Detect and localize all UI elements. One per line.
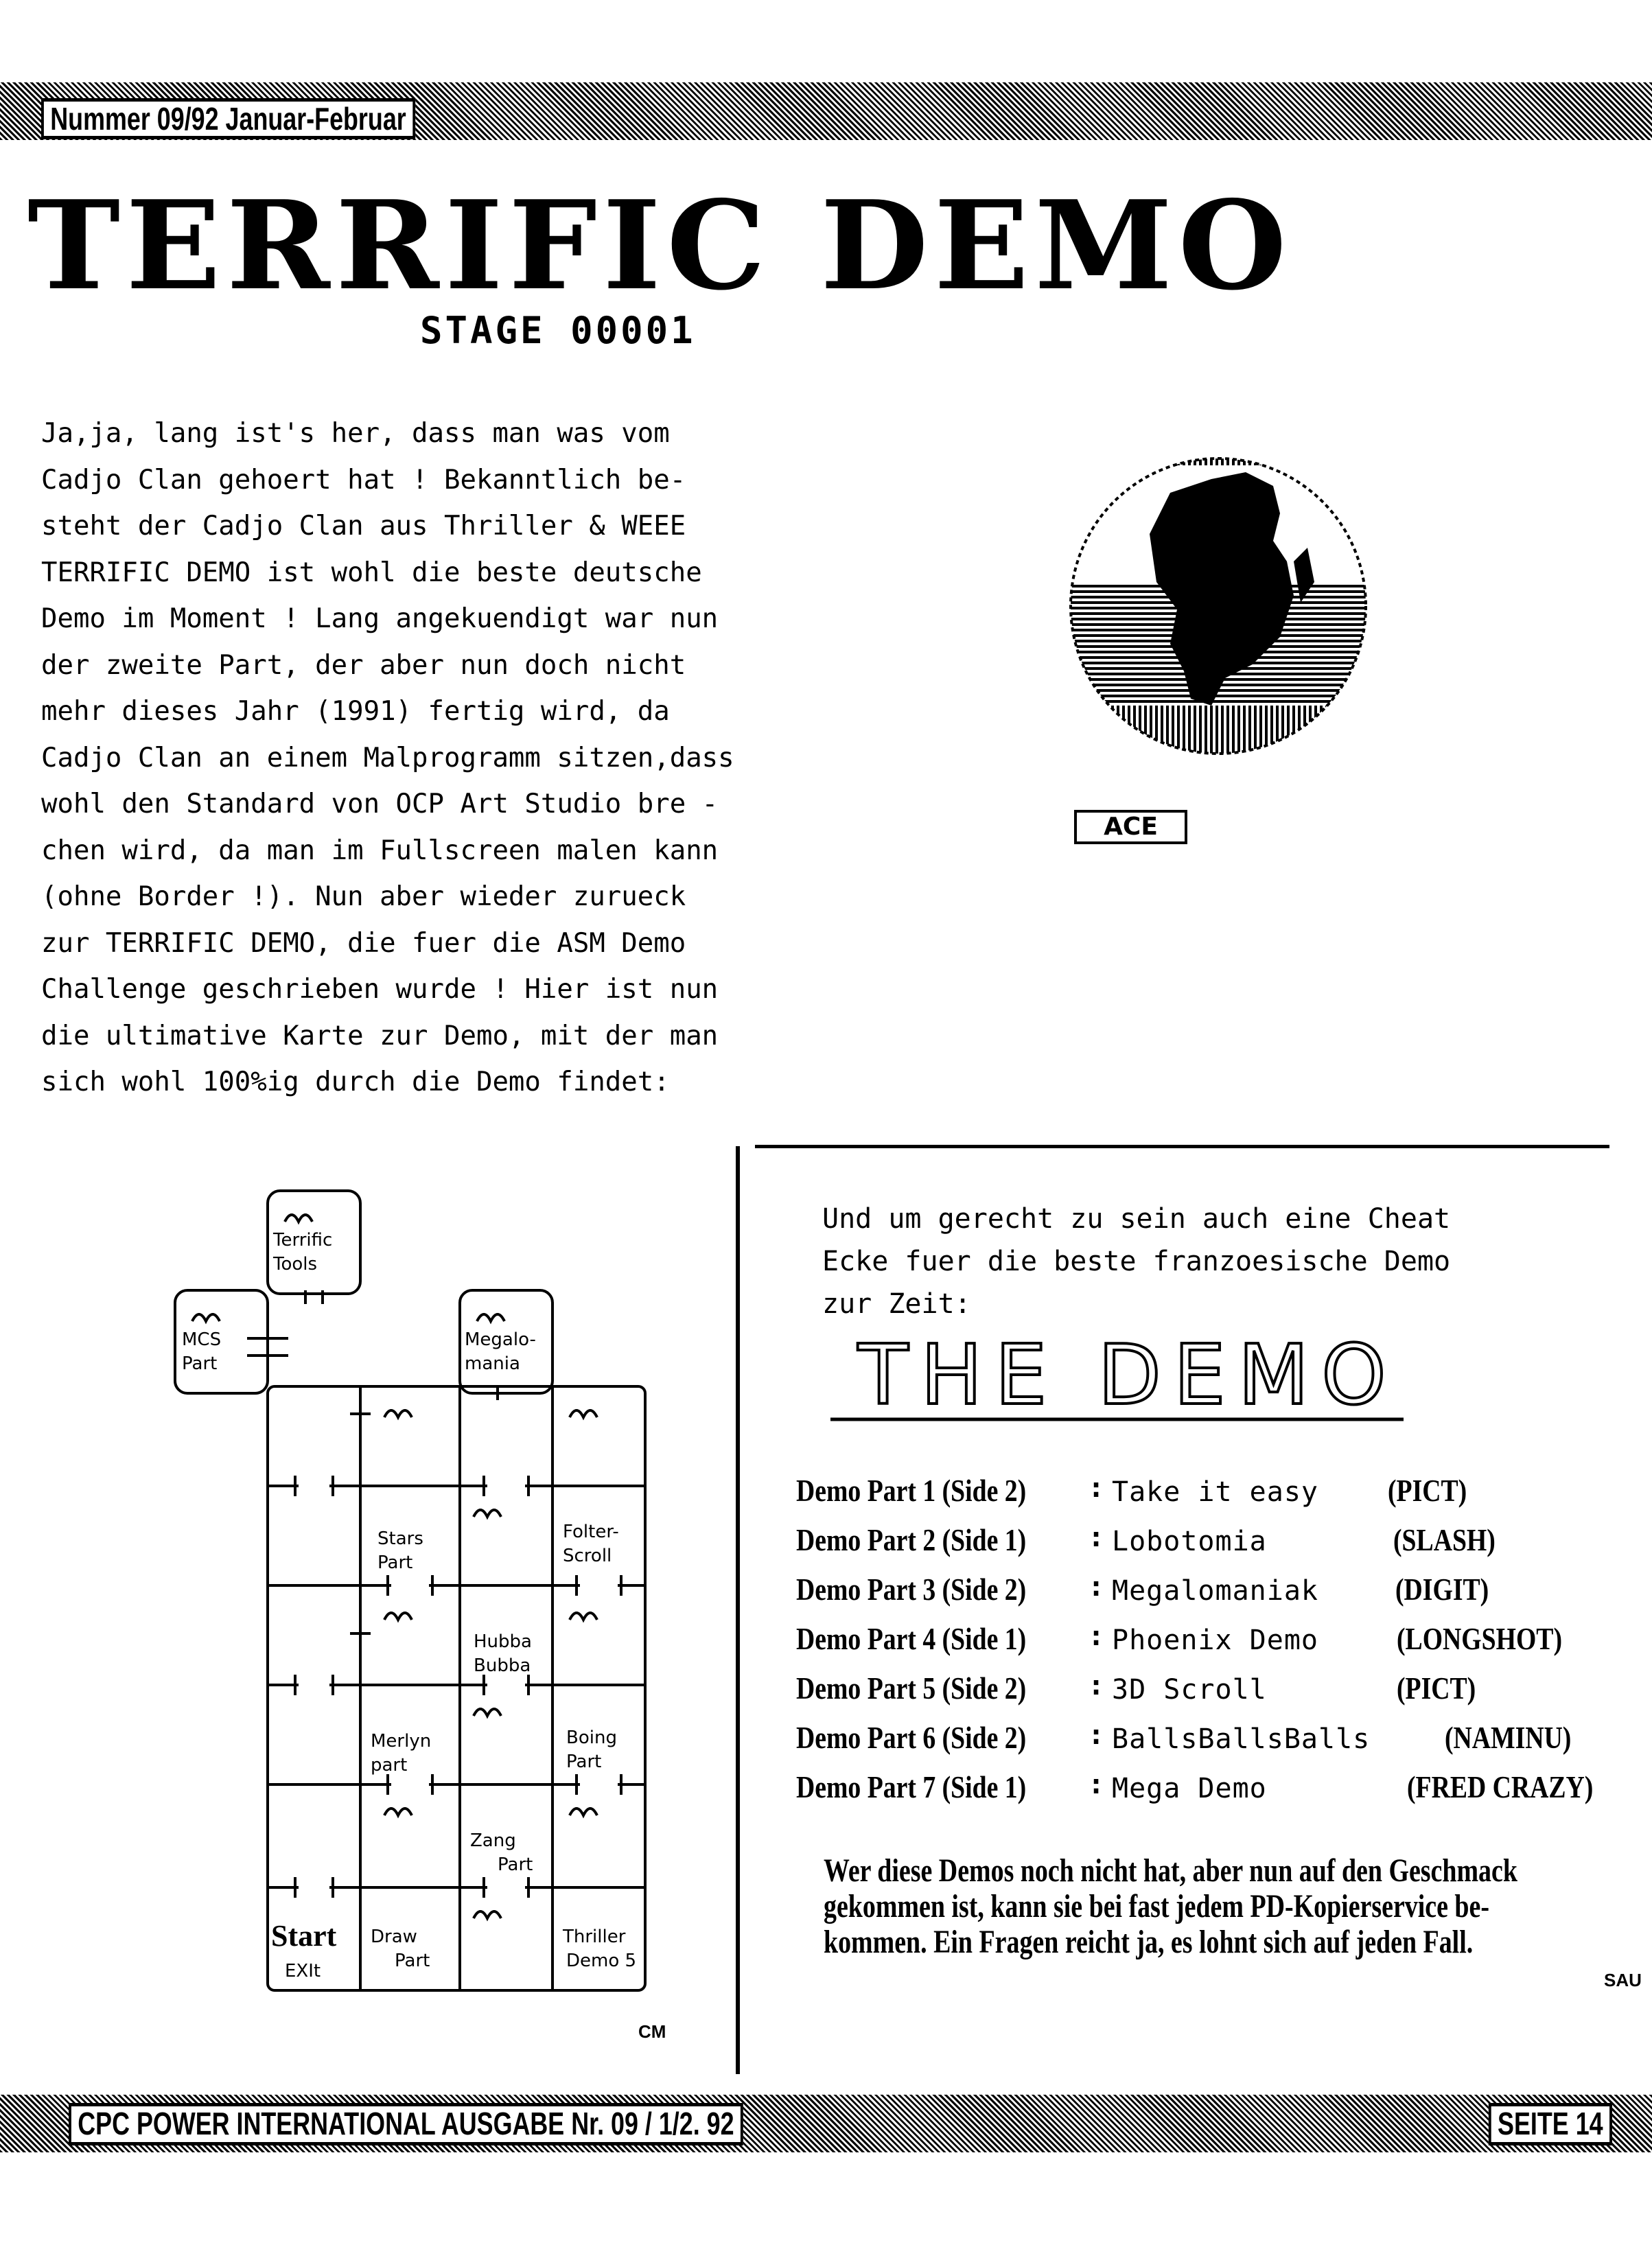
map-label-terrific-tools-2: Tools [273, 1254, 318, 1275]
intro-line: Cadjo Clan an einem Malprogramm sitzen,dass [41, 742, 734, 773]
demo-part-name: Phoenix Demo [1112, 1625, 1318, 1656]
demo-part-name: Mega Demo [1112, 1773, 1267, 1804]
map-label-stars-2: Part [377, 1552, 413, 1573]
demo-map [158, 1180, 679, 2038]
demo-parts-list [796, 1472, 1620, 1818]
demo-part-name: Megalomaniak [1112, 1575, 1318, 1607]
portrait-badge: ACE [1074, 810, 1187, 844]
runner-icon [384, 1613, 412, 1620]
demo-part-name: Take it easy [1112, 1476, 1318, 1508]
demo-part-author: (DIGIT) [1395, 1572, 1489, 1607]
demo-part-separator: : [1088, 1620, 1105, 1652]
map-label-start: Start [271, 1919, 337, 1953]
demo-part-separator: : [1088, 1571, 1105, 1603]
cheat-outro-line: kommen. Ein Fragen reicht ja, es lohnt sich auf jeden Fall. [824, 1924, 1474, 1960]
article-title: TERRIFIC DEMO [27, 174, 1292, 317]
map-label-draw-2: Part [395, 1951, 430, 1971]
runner-icon [570, 1808, 597, 1815]
demo-part-author: (NAMINU) [1445, 1720, 1572, 1755]
demo-part-label: Demo Part 4 (Side 1) [796, 1621, 1027, 1656]
demo-part-author: (SLASH) [1393, 1522, 1496, 1557]
section-rule [755, 1145, 1609, 1148]
demo-part-separator: : [1088, 1769, 1105, 1800]
demo-part-label: Demo Part 1 (Side 2) [796, 1473, 1027, 1508]
demo-part-label: Demo Part 5 (Side 2) [796, 1671, 1027, 1706]
map-label-terrific-tools-1: Terrific [273, 1230, 333, 1251]
demo-part-row [796, 1472, 1620, 1522]
the-demo-heading-text: THE DEMO [858, 1331, 1399, 1423]
intro-line: Challenge geschrieben wurde ! Hier ist nun [41, 974, 719, 1005]
map-label-zang-2: Part [498, 1854, 533, 1875]
map-label-boing-1: Boing [566, 1728, 617, 1748]
demo-part-author: (FRED CRAZY) [1407, 1769, 1594, 1804]
map-grid [268, 1386, 645, 1990]
page-number-label: SEITE 14 [1489, 2103, 1612, 2145]
cheat-outro-line: Wer diese Demos noch nicht hat, aber nun auf den Geschmack [824, 1852, 1517, 1889]
cheat-outro [824, 1853, 1652, 1960]
map-label-megalomania-1: Megalo- [465, 1329, 536, 1350]
intro-line: Demo im Moment ! Lang angekuendigt war nun [41, 603, 719, 634]
intro-text [41, 410, 961, 1106]
column-divider [736, 1146, 740, 2074]
demo-part-author: (PICT) [1388, 1473, 1467, 1508]
intro-line: mehr dieses Jahr (1991) fertig wird, da [41, 696, 670, 727]
article-subtitle: STAGE 00001 [420, 309, 696, 352]
map-label-thriller-2: Demo 5 [566, 1951, 637, 1971]
intro-line: sich wohl 100%ig durch die Demo findet: [41, 1067, 670, 1097]
demo-part-row [796, 1620, 1620, 1670]
map-label-stars-1: Stars [377, 1528, 423, 1549]
demo-part-row [796, 1719, 1620, 1769]
intro-line: wohl den Standard von OCP Art Studio bre - [41, 789, 719, 819]
intro-line: TERRIFIC DEMO ist wohl die beste deutsche [41, 557, 702, 588]
map-label-mcs-1: MCS [182, 1329, 222, 1350]
demo-part-author: (PICT) [1397, 1671, 1476, 1706]
map-label-thriller-1: Thriller [563, 1927, 626, 1947]
runner-icon [474, 1510, 501, 1517]
intro-line: zur TERRIFIC DEMO, die fuer die ASM Demo [41, 927, 686, 959]
demo-part-row [796, 1670, 1620, 1719]
demo-part-label: Demo Part 7 (Side 1) [796, 1769, 1027, 1804]
runner-icon [192, 1314, 220, 1321]
demo-part-label: Demo Part 6 (Side 2) [796, 1720, 1027, 1755]
runner-icon [474, 1709, 501, 1716]
demo-part-name: BallsBallsBalls [1112, 1723, 1371, 1755]
cheat-intro-line: zur Zeit: [822, 1288, 971, 1320]
demo-part-label: Demo Part 3 (Side 2) [796, 1572, 1027, 1607]
runner-icon [477, 1314, 504, 1321]
demo-part-row [796, 1522, 1620, 1571]
map-label-merlyn-2: part [371, 1755, 408, 1776]
intro-line: die ultimative Karte zur Demo, mit der man [41, 1020, 719, 1051]
runner-icon [285, 1215, 312, 1222]
intro-line: der zweite Part, der aber nun doch nicht [41, 649, 686, 681]
map-label-exit: EXIt [285, 1961, 321, 1981]
demo-part-separator: : [1088, 1472, 1105, 1504]
demo-part-author: (LONGSHOT) [1397, 1621, 1563, 1656]
runner-icon [570, 1410, 597, 1417]
intro-line: Cadjo Clan gehoert hat ! Bekanntlich be- [41, 464, 686, 496]
cheat-outro-line: gekommen ist, kann sie bei fast jedem PD-Kopierservice be- [824, 1888, 1489, 1924]
runner-icon [384, 1410, 412, 1417]
map-label-boing-2: Part [566, 1752, 602, 1772]
map-label-megalomania-2: mania [465, 1353, 520, 1374]
map-label-hubba-1: Hubba [474, 1631, 532, 1652]
intro-line: (ohne Border !). Nun aber wieder zurueck [41, 881, 686, 912]
demo-part-label: Demo Part 2 (Side 1) [796, 1522, 1027, 1557]
cheat-intro [822, 1198, 1632, 1325]
demo-part-separator: : [1088, 1522, 1105, 1553]
map-label-zang-1: Zang [470, 1830, 516, 1851]
map-label-hubba-2: Bubba [474, 1655, 531, 1676]
intro-line: steht der Cadjo Clan aus Thriller & WEEE [41, 511, 686, 542]
author-signature: SAU [1604, 1970, 1642, 1990]
runner-icon [474, 1911, 501, 1918]
map-credit: CM [638, 2021, 666, 2042]
the-demo-heading [830, 1331, 1414, 1428]
runner-icon [570, 1613, 597, 1620]
issue-label: Nummer 09/92 Januar-Februar [41, 98, 415, 139]
demo-part-separator: : [1088, 1670, 1105, 1701]
demo-part-name: 3D Scroll [1112, 1674, 1267, 1706]
publication-label: CPC POWER INTERNATIONAL AUSGABE Nr. 09 / 1/2. 92 [69, 2103, 743, 2145]
map-label-merlyn-1: Merlyn [371, 1731, 432, 1752]
cheat-intro-line: Ecke fuer die beste franzoesische Demo [822, 1246, 1451, 1277]
cheat-intro-line: Und um gerecht zu sein auch eine Cheat [822, 1203, 1451, 1235]
portrait-illustration [1067, 376, 1369, 829]
map-label-folter-1: Folter- [563, 1522, 619, 1542]
runner-icon [384, 1808, 412, 1815]
demo-part-separator: : [1088, 1719, 1105, 1751]
demo-part-name: Lobotomia [1112, 1526, 1267, 1557]
map-label-mcs-2: Part [182, 1353, 218, 1374]
map-label-folter-2: Scroll [563, 1546, 612, 1566]
intro-line: chen wird, da man im Fullscreen malen kann [41, 835, 719, 866]
demo-part-row [796, 1769, 1620, 1818]
map-label-draw-1: Draw [371, 1927, 417, 1947]
demo-part-row [796, 1571, 1620, 1620]
intro-line: Ja,ja, lang ist's her, dass man was vom [41, 418, 670, 449]
